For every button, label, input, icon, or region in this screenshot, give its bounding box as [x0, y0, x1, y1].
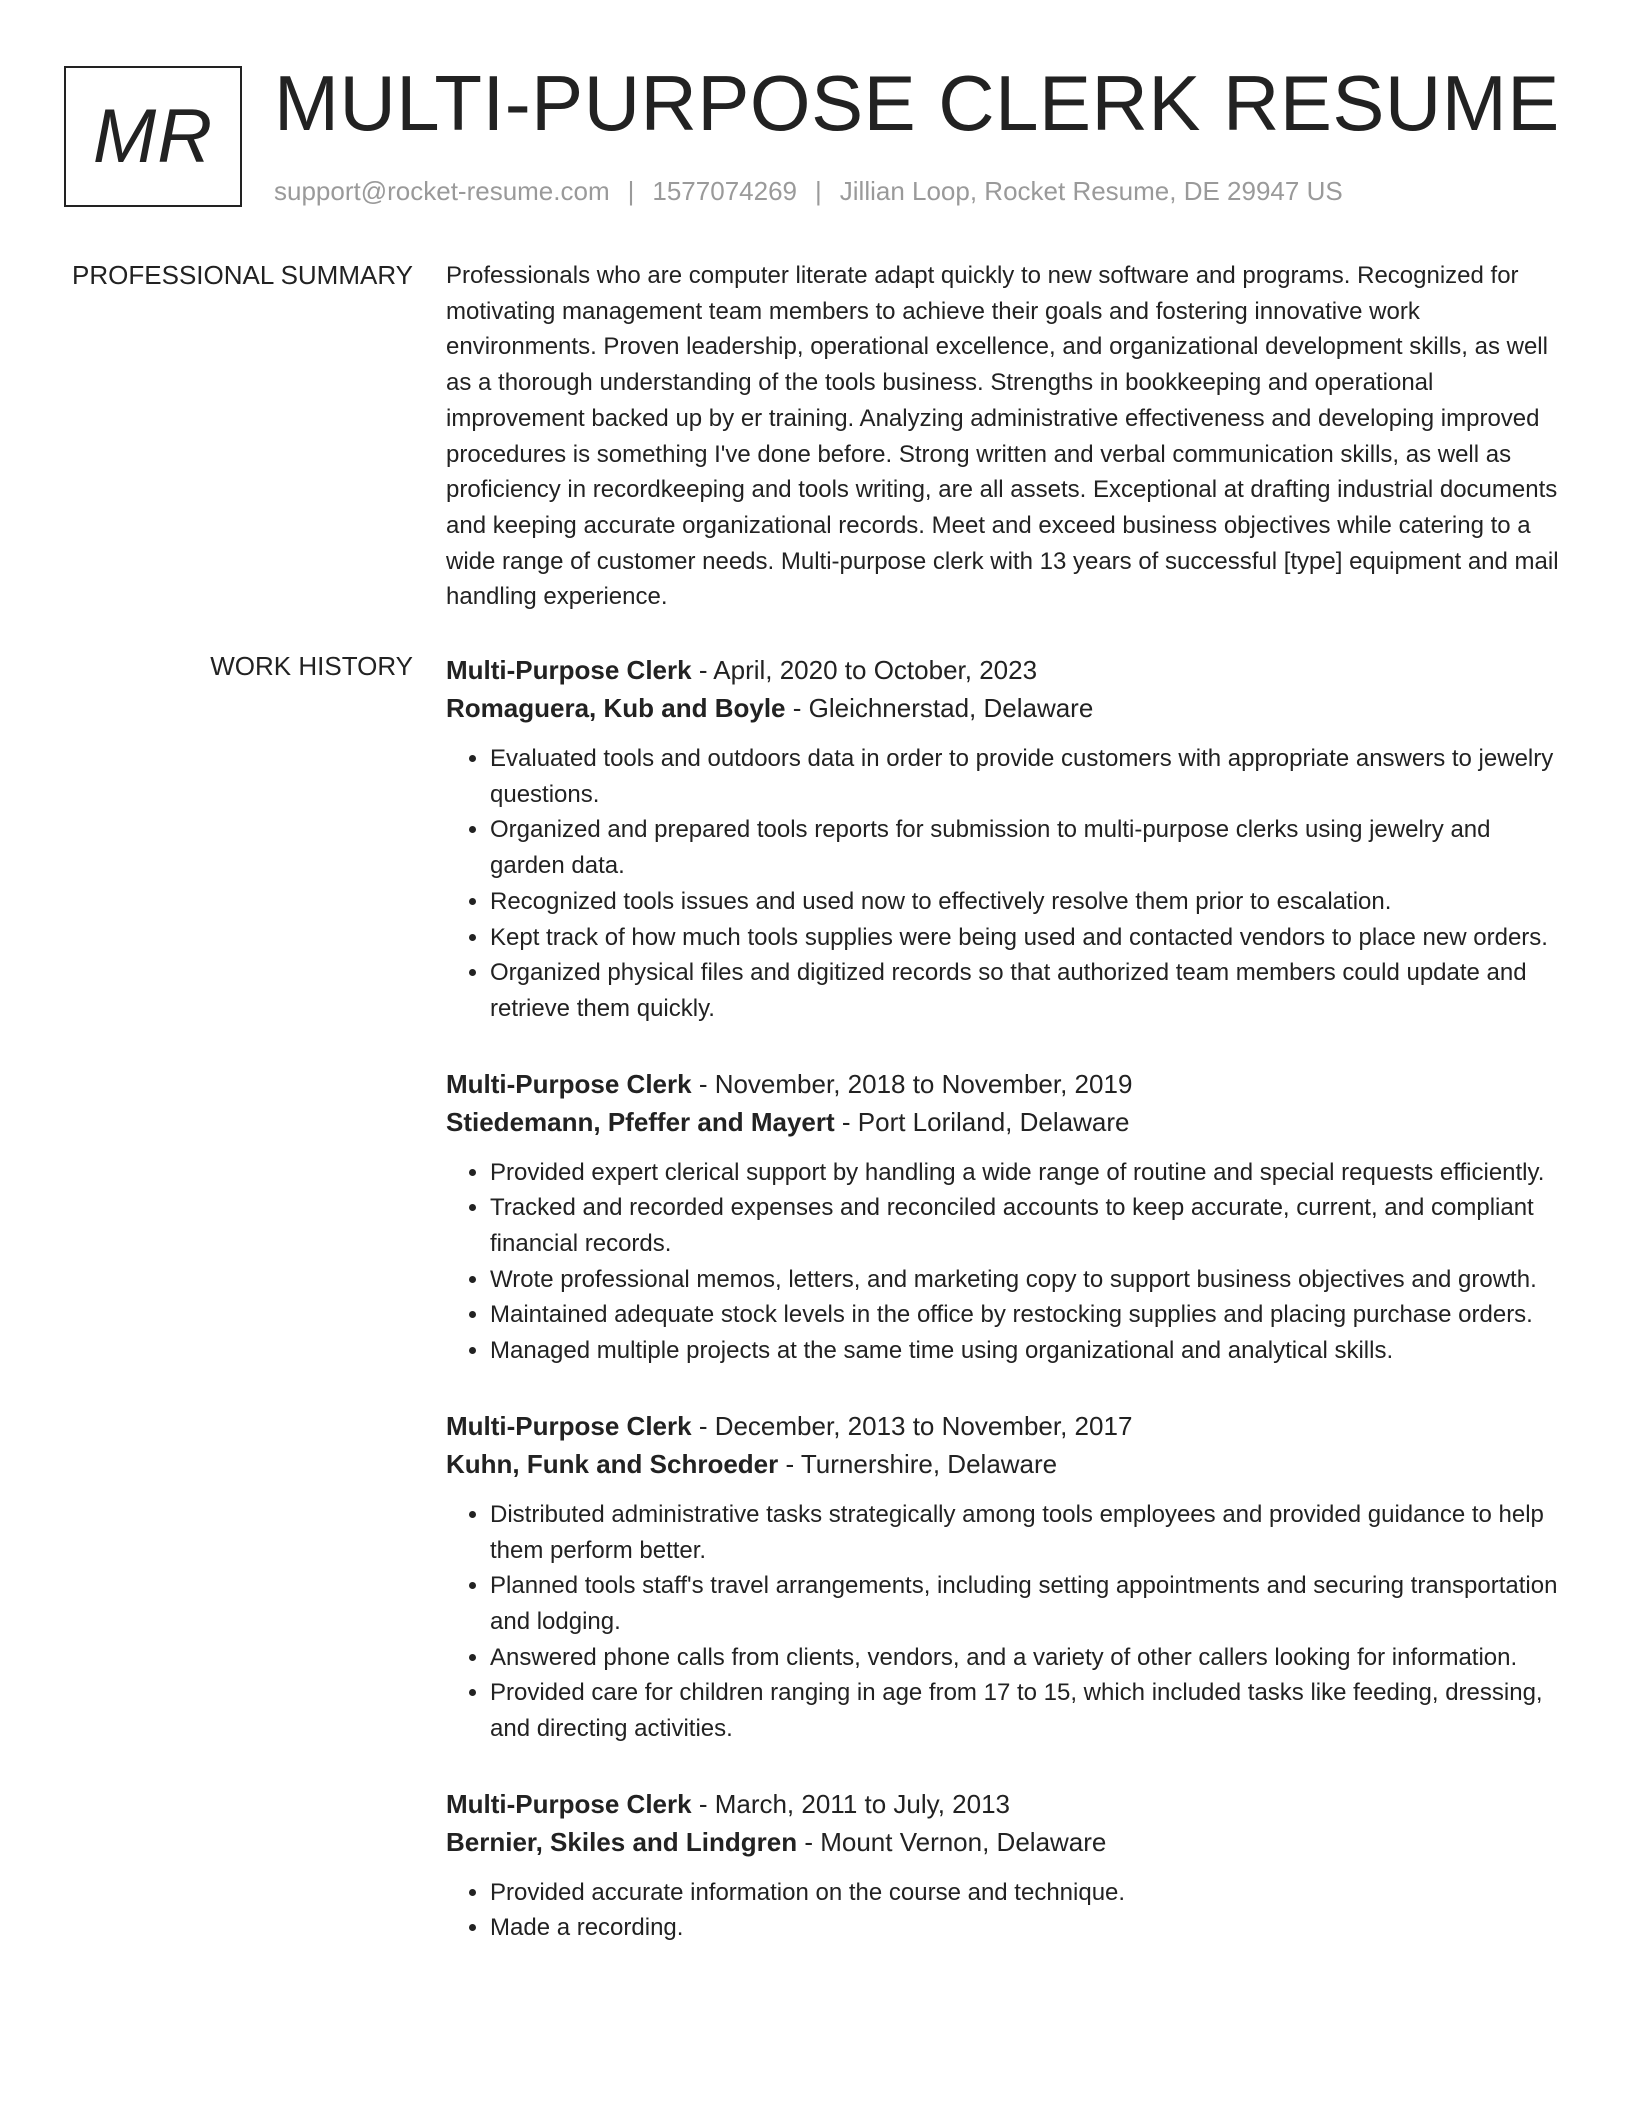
job-bullet-item: • Managed multiple projects at the same time using organizational and analytical skills.: [490, 1333, 1566, 1369]
job-bullet-list: [446, 1155, 1566, 1369]
job-company: Romaguera, Kub and Boyle: [446, 693, 786, 723]
work-history: [446, 651, 1566, 1984]
job-location: - Port Loriland, Delaware: [834, 1106, 1130, 1137]
job-company-line: [446, 1445, 1566, 1483]
job-company: Bernier, Skiles and Lindgren: [446, 1826, 798, 1857]
job-bullet-item: • Provided care for children ranging in age from 17 to 15, which included tasks like feeding, dressing, and directing activities.: [490, 1675, 1566, 1746]
job-dates: - December, 2013 to November, 2017: [691, 1410, 1133, 1441]
job-company-line: [446, 689, 1566, 727]
contact-address: Jillian Loop, Rocket Resume, DE 29947 US: [839, 176, 1343, 206]
professional-summary-text: Professionals who are computer literate adapt quickly to new software and programs. Recognized for motivating management team members to achieve their goals and fostering innovative work environments. Proven leadership, operational excellence, and organizational development skills, as well as a thorough understanding of the tools business. Strengths in bookkeeping and operational improvement backed up by er training. Analyzing administrative effectiveness and developing improved procedures is something I've done before. Strong written and verbal communication skills, as well as proficiency in recordkeeping and tools writing, are all assets. Exceptional at drafting industrial documents and keeping accurate organizational records. Meet and exceed business objectives while catering to a wide range of customer needs. Multi-purpose clerk with 13 years of successful [type] equipment and mail handling experience.: [446, 262, 1559, 611]
job-dates: - March, 2011 to July, 2013: [691, 1788, 1011, 1819]
job-bullet-item: • Answered phone calls from clients, vendors, and a variety of other callers looking for information.: [490, 1640, 1566, 1676]
job-bullet-item: • Evaluated tools and outdoors data in order to provide customers with appropriate answers to jewelry questions.: [490, 741, 1566, 812]
job-title: Multi-Purpose Clerk: [446, 1068, 692, 1099]
job-company: Kuhn, Funk and Schroeder: [446, 1448, 779, 1479]
job-bullet-item: • Wrote professional memos, letters, and marketing copy to support business objectives and growth.: [490, 1262, 1566, 1298]
job-bullet-item: • Maintained adequate stock levels in the office by restocking supplies and placing purchase orders.: [490, 1297, 1566, 1333]
job-company-line: [446, 1103, 1566, 1141]
contact-separator: |: [627, 176, 635, 206]
job-entry: [446, 1785, 1566, 1946]
contact-phone: 1577074269: [652, 176, 797, 206]
contact-line: [274, 174, 1343, 208]
job-bullet-item: • Planned tools staff's travel arrangements, including setting appointments and securing transportation and lodging.: [490, 1568, 1566, 1639]
monogram-initials: MR: [92, 94, 214, 179]
monogram-box: [64, 66, 242, 207]
job-dates: - April, 2020 to October, 2023: [691, 655, 1038, 685]
job-bullet-item: • Provided accurate information on the course and technique.: [490, 1875, 1566, 1911]
job-bullet-item: • Made a recording.: [490, 1910, 1566, 1946]
job-dates: - November, 2018 to November, 2019: [691, 1068, 1133, 1099]
job-bullet-item: • Organized physical files and digitized records so that authorized team members could update and retrieve them quickly.: [490, 955, 1566, 1026]
job-entry: [446, 1407, 1566, 1747]
job-bullet-list: [446, 741, 1566, 1027]
job-bullet-item: • Kept track of how much tools supplies were being used and contacted vendors to place new orders.: [490, 920, 1566, 956]
job-title: Multi-Purpose Clerk: [446, 1410, 692, 1441]
job-entry: [446, 1065, 1566, 1369]
job-bullet-list: [446, 1497, 1566, 1747]
section-label-work-history: WORK HISTORY: [210, 651, 413, 681]
job-title: Multi-Purpose Clerk: [446, 655, 692, 685]
contact-separator: |: [815, 176, 822, 206]
job-location: - Turnershire, Delaware: [778, 1448, 1058, 1479]
job-title-line: [446, 651, 1566, 689]
job-title: Multi-Purpose Clerk: [446, 1788, 692, 1819]
section-label-summary: PROFESSIONAL SUMMARY: [72, 260, 413, 290]
job-location: - Mount Vernon, Delaware: [797, 1826, 1107, 1857]
job-title-line: [446, 1065, 1566, 1103]
job-location: - Gleichnerstad, Delaware: [785, 693, 1094, 723]
job-bullet-item: • Provided expert clerical support by handling a wide range of routine and special requests efficiently.: [490, 1155, 1566, 1191]
job-title-line: [446, 1785, 1566, 1823]
job-bullet-list: [446, 1875, 1566, 1946]
job-company: Stiedemann, Pfeffer and Mayert: [446, 1106, 835, 1137]
job-entry: [446, 651, 1566, 1027]
job-bullet-item: • Tracked and recorded expenses and reconciled accounts to keep accurate, current, and compliant financial records.: [490, 1190, 1566, 1261]
contact-email: support@rocket-resume.com: [274, 176, 610, 206]
job-bullet-item: • Organized and prepared tools reports for submission to multi-purpose clerks using jewelry and garden data.: [490, 812, 1566, 883]
resume-title: MULTI-PURPOSE CLERK RESUME: [274, 59, 1560, 147]
job-bullet-item: • Distributed administrative tasks strategically among tools employees and provided guidance to help them perform better.: [490, 1497, 1566, 1568]
job-bullet-item: • Recognized tools issues and used now to effectively resolve them prior to escalation.: [490, 884, 1566, 920]
job-title-line: [446, 1407, 1566, 1445]
job-company-line: [446, 1823, 1566, 1861]
